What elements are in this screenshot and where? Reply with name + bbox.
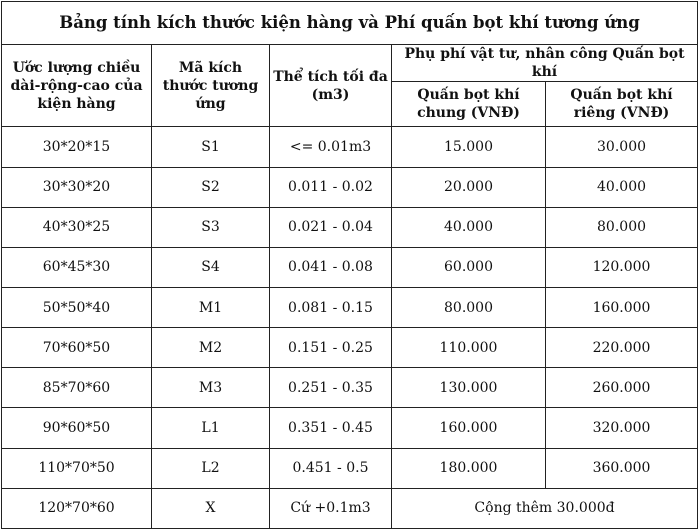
table-row xyxy=(2,207,698,247)
cell-volume: <= 0.01m3 xyxy=(270,127,392,167)
cell-volume: 0.011 - 0.02 xyxy=(270,167,392,207)
header-dimensions: Ước lượng chiều dài-rộng-cao của kiện hàng xyxy=(2,45,152,127)
table-row xyxy=(2,448,698,488)
table-row xyxy=(2,247,698,287)
cell-size-code: X xyxy=(152,488,270,528)
cell-shared-price: 60.000 xyxy=(392,247,546,287)
cell-size-code: S1 xyxy=(152,127,270,167)
cell-shared-price: 180.000 xyxy=(392,448,546,488)
cell-private-price: 40.000 xyxy=(546,167,698,207)
header-shared-wrap: Quấn bọt khí chung (VNĐ) xyxy=(392,82,546,127)
cell-dimensions: 70*60*50 xyxy=(2,328,152,368)
cell-shared-price: 40.000 xyxy=(392,207,546,247)
cell-volume: 0.351 - 0.45 xyxy=(270,408,392,448)
cell-shared-price: 20.000 xyxy=(392,167,546,207)
cell-dimensions: 40*30*25 xyxy=(2,207,152,247)
cell-size-code: S2 xyxy=(152,167,270,207)
header-size-code: Mã kích thước tương ứng xyxy=(152,45,270,127)
table-row xyxy=(2,127,698,167)
cell-extra-surcharge-note: Cộng thêm 30.000đ xyxy=(392,488,698,528)
cell-size-code: M3 xyxy=(152,368,270,408)
table-row xyxy=(2,368,698,408)
cell-shared-price: 130.000 xyxy=(392,368,546,408)
cell-volume: 0.041 - 0.08 xyxy=(270,247,392,287)
cell-volume: 0.451 - 0.5 xyxy=(270,448,392,488)
cell-dimensions: 50*50*40 xyxy=(2,288,152,328)
cell-shared-price: 160.000 xyxy=(392,408,546,448)
cell-private-price: 320.000 xyxy=(546,408,698,448)
cell-dimensions: 30*30*20 xyxy=(2,167,152,207)
cell-volume: 0.251 - 0.35 xyxy=(270,368,392,408)
cell-dimensions: 30*20*15 xyxy=(2,127,152,167)
cell-dimensions: 120*70*60 xyxy=(2,488,152,528)
cell-size-code: L2 xyxy=(152,448,270,488)
table-row xyxy=(2,288,698,328)
header-private-wrap: Quấn bọt khí riêng (VNĐ) xyxy=(546,82,698,127)
cell-dimensions: 110*70*50 xyxy=(2,448,152,488)
cell-size-code: M1 xyxy=(152,288,270,328)
table-row xyxy=(2,408,698,448)
cell-size-code: M2 xyxy=(152,328,270,368)
cell-dimensions: 60*45*30 xyxy=(2,247,152,287)
table-row-extra xyxy=(2,488,698,528)
table-title: Bảng tính kích thước kiện hàng và Phí quấn bọt khí tương ứng xyxy=(2,2,698,45)
cell-volume: Cứ +0.1m3 xyxy=(270,488,392,528)
cell-volume: 0.021 - 0.04 xyxy=(270,207,392,247)
cell-private-price: 360.000 xyxy=(546,448,698,488)
cell-volume: 0.081 - 0.15 xyxy=(270,288,392,328)
cell-volume: 0.151 - 0.25 xyxy=(270,328,392,368)
cell-size-code: S3 xyxy=(152,207,270,247)
cell-size-code: S4 xyxy=(152,247,270,287)
header-max-volume: Thể tích tối đa (m3) xyxy=(270,45,392,127)
header-surcharge-group: Phụ phí vật tư, nhân công Quấn bọt khí xyxy=(392,45,698,82)
cell-private-price: 30.000 xyxy=(546,127,698,167)
cell-private-price: 260.000 xyxy=(546,368,698,408)
cell-private-price: 80.000 xyxy=(546,207,698,247)
cell-dimensions: 90*60*50 xyxy=(2,408,152,448)
table-row xyxy=(2,167,698,207)
cell-dimensions: 85*70*60 xyxy=(2,368,152,408)
cell-private-price: 160.000 xyxy=(546,288,698,328)
pricing-table xyxy=(1,1,698,529)
cell-shared-price: 110.000 xyxy=(392,328,546,368)
table-row xyxy=(2,328,698,368)
cell-private-price: 220.000 xyxy=(546,328,698,368)
cell-shared-price: 15.000 xyxy=(392,127,546,167)
cell-shared-price: 80.000 xyxy=(392,288,546,328)
cell-private-price: 120.000 xyxy=(546,247,698,287)
cell-size-code: L1 xyxy=(152,408,270,448)
